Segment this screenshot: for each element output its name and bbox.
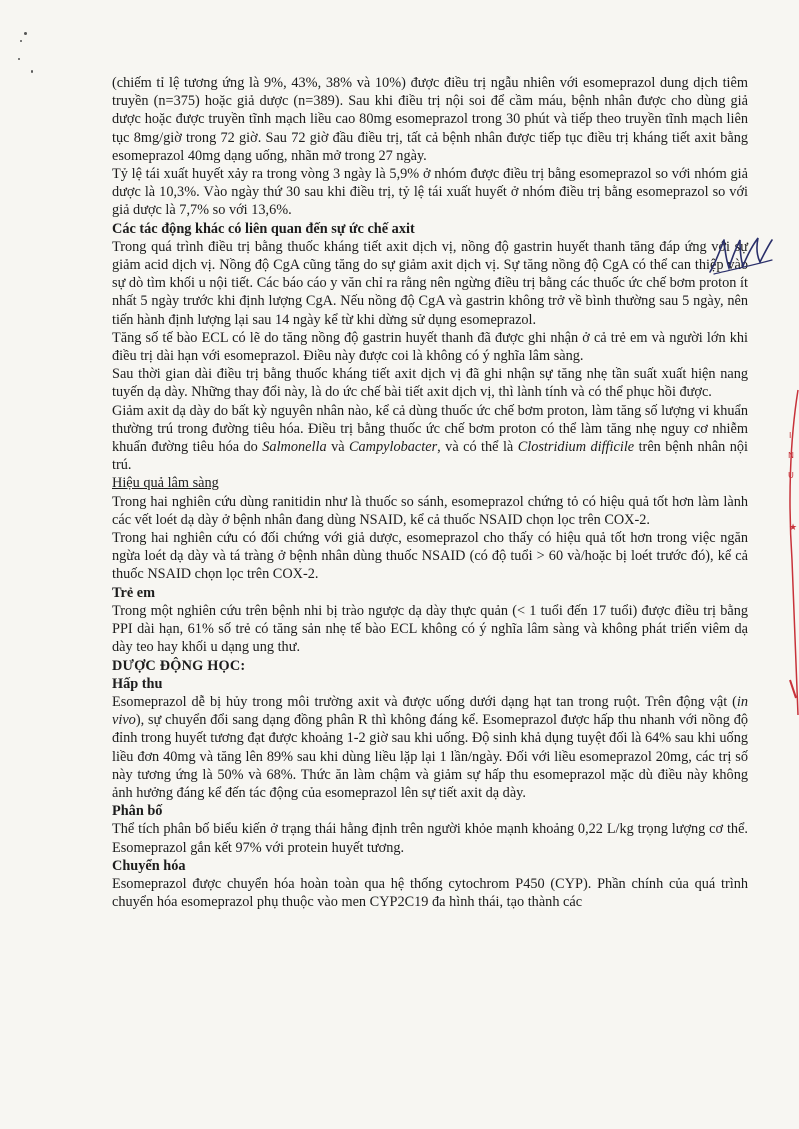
section-heading: Hấp thu — [112, 675, 163, 692]
paragraph — [112, 402, 748, 475]
text-run: Esomeprazol dễ bị hủy trong môi trường axit và được uống dưới dạng hạt tan trong ruột. Trên động vật ( — [112, 693, 737, 710]
italic-term: Campylobacter — [349, 439, 438, 456]
text-run: và — [326, 439, 349, 456]
svg-text:N: N — [788, 451, 794, 460]
subsection-heading: Hiệu quả lâm sàng — [112, 475, 219, 492]
svg-text:U: U — [788, 471, 794, 480]
handwritten-signature — [706, 232, 776, 276]
section-heading: Phân bố — [112, 803, 163, 820]
section-heading: Các tác động khác có liên quan đến sự ức chế axit — [112, 220, 415, 237]
text-run: trên bệnh nhân nội trú. — [112, 439, 748, 474]
section-heading: Chuyển hóa — [112, 857, 186, 874]
italic-term: Clostridium difficile — [517, 439, 635, 456]
document-body — [112, 74, 748, 911]
text-run: , và có thể là — [437, 439, 518, 456]
paragraph: Trong một nghiên cứu trên bệnh nhi bị trào ngược dạ dày thực quản (< 1 tuổi đến 17 tuổi) được điều trị bằng PPI dài hạn, 61% số trẻ có tăng sản nhẹ tế bào ECL không có ý nghĩa lâm sàng và không phát triển viêm dạ dày teo hay khối u dạng ung thư. — [112, 602, 748, 656]
svg-text:I: I — [789, 431, 792, 440]
paragraph: Esomeprazol được chuyển hóa hoàn toàn qua hệ thống cytochrom P450 (CYP). Phần chính của quá trình chuyển hóa esomeprazol phụ thuộc vào men CYP2C19 đa hình thái, tạo thành các — [112, 875, 748, 911]
paragraph: Trong quá trình điều trị bằng thuốc kháng tiết axit dịch vị, nồng độ gastrin huyết thanh tăng đáp ứng với sự giảm acid dịch vị. Nồng độ CgA cũng tăng do sự giảm axit dịch vị. Sự tăng nồng độ CgA có thể can thiệp vào sự dò tìm khối u nội tiết. Các báo cáo y văn chỉ ra rằng nên ngừng điều trị bằng các thuốc ức chế bơm proton ít nhất 5 ngày trước khi định lượng CgA. Nếu nồng độ CgA và gastrin không trở về bình thường sau 5 ngày, nên tiến hành định lượng lại sau 14 ngày kể từ khi dừng sử dụng esomeprazol. — [112, 238, 748, 328]
paragraph: (chiếm tỉ lệ tương ứng là 9%, 43%, 38% và 10%) được điều trị ngẫu nhiên với esomeprazol dung dịch tiêm truyền (n=375) hoặc giả dược (n=389). Sau khi điều trị nội soi để cầm máu, bệnh nhân được cho dùng giả dược hoặc được truyền tĩnh mạch liều cao 80mg esomeprazol trong 30 phút và tiếp theo truyền tĩnh mạch liên tục 8mg/giờ trong 72 giờ. Sau 72 giờ đầu điều trị, tất cả bệnh nhân được tiếp tục điều trị kháng tiết axit bằng esomeprazol 40mg dạng uống, nhãn mở trong 27 ngày. — [112, 75, 748, 164]
section-heading: Trẻ em — [112, 584, 155, 601]
chapter-heading: DƯỢC ĐỘNG HỌC: — [112, 657, 246, 674]
svg-text:★: ★ — [789, 523, 798, 533]
paragraph: Trong hai nghiên cứu có đối chứng với giả dược, esomeprazol cho thấy có hiệu quả tốt hơn trong việc ngăn ngừa loét dạ dày và tá tràng ở bệnh nhân dùng thuốc NSAID (có độ tuổi > 60 và/hoặc bị loét trước đó), kể cả thuốc NSAID chọn lọc trên COX-2. — [112, 530, 748, 583]
paragraph: Trong hai nghiên cứu dùng ranitidin như là thuốc so sánh, esomeprazol chứng tỏ có hiệu quả tốt hơn làm lành các vết loét dạ dày ở bệnh nhân đang dùng NSAID, kể cả thuốc NSAID chọn lọc trên COX-2. — [112, 493, 748, 528]
paragraph: Tỷ lệ tái xuất huyết xảy ra trong vòng 3 ngày là 5,9% ở nhóm được điều trị bằng esomeprazol so với nhóm giả dược là 10,3%. Vào ngày thứ 30 sau khi điều trị, tỷ lệ tái xuất huyết ở nhóm điều trị bằng esomeprazol so với giả dược là 7,7% so với 13,6%. — [112, 166, 748, 219]
text-run: Giảm axit dạ dày do bất kỳ nguyên nhân nào, kể cả dùng thuốc ức chế bơm proton, làm tăng số lượng vi khuẩn thường trú trong đường tiêu hóa. Điều trị bằng thuốc ức chế bơm proton có thể làm tăng nhẹ nguy cơ nhiễm khuẩn đường tiêu hóa do — [112, 402, 748, 456]
paragraph — [112, 693, 748, 802]
paragraph: Sau thời gian dài điều trị bằng thuốc kháng tiết axit dịch vị đã ghi nhận sự tăng nhẹ tần suất xuất hiện nang tuyến dạ dày. Những thay đổi này, là do ức chế bài tiết axit dịch vị, thì lành tính và có thể phục hồi được. — [112, 366, 748, 401]
red-stamp-edge — [786, 380, 799, 720]
italic-term: in vivo — [112, 693, 748, 729]
paragraph: Thể tích phân bố biểu kiến ở trạng thái hằng định trên người khỏe mạnh khoảng 0,22 L/kg trọng lượng cơ thể. Esomeprazol gắn kết 97% với protein huyết tương. — [112, 821, 748, 856]
italic-term: Salmonella — [262, 439, 327, 456]
text-run: ), sự chuyển đổi sang dạng đồng phân R thì không đáng kể. Esomeprazol được hấp thu nhanh với nồng độ đỉnh trong huyết tương đạt được khoảng 1-2 giờ sau khi uống. Độ sinh khả dụng tuyệt đối là 64% sau khi uống liều đơn 40mg và tăng lên 89% sau khi dùng liều lặp lại 1 lần/ngày. Đối với liều esomeprazol 20mg, các trị số này tương ứng là 50% và 68%. Thức ăn làm chậm và giảm sự hấp thu esomeprazol mặc dù điều này không ảnh hưởng đáng kể đến tác động của esomeprazol lên sự tiết axit dạ dày. — [112, 712, 748, 801]
paragraph: Tăng số tế bào ECL có lẽ do tăng nồng độ gastrin huyết thanh đã được ghi nhận ở cả trẻ em và người lớn khi điều trị dài hạn với esomeprazol. Điều này được coi là không có ý nghĩa lâm sàng. — [112, 329, 748, 365]
